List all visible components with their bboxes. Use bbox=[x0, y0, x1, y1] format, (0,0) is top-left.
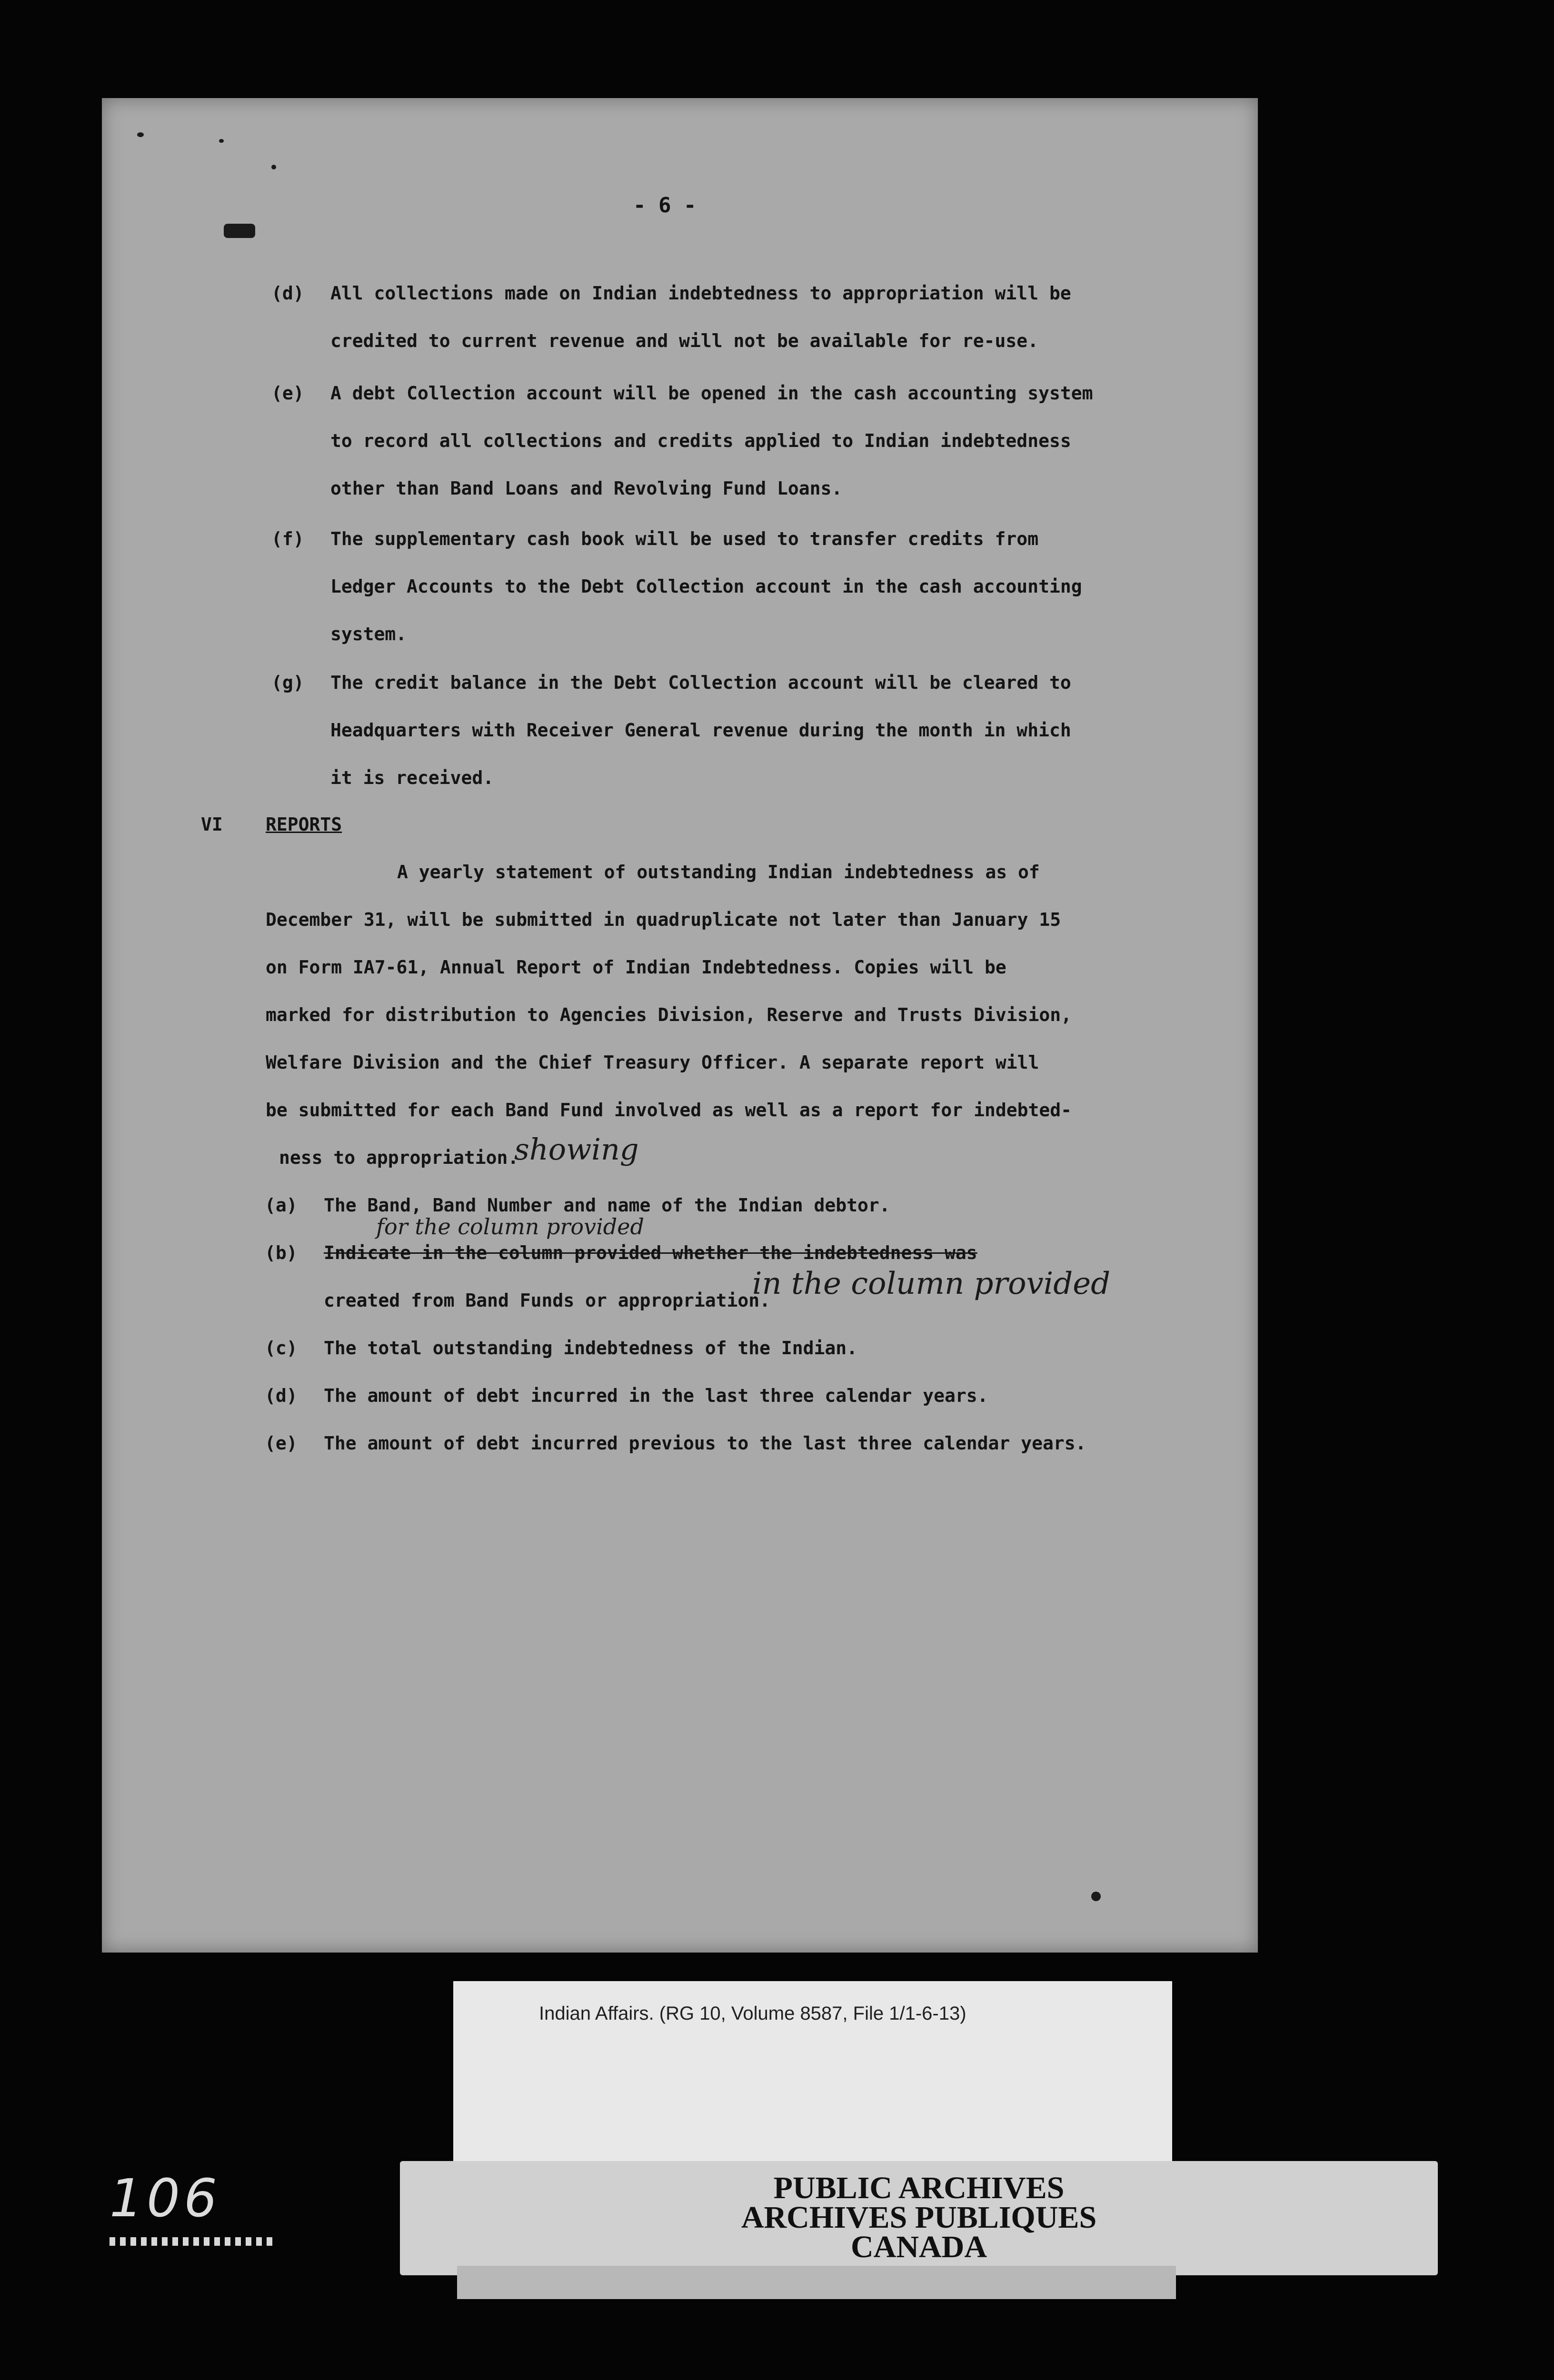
paragraph-line: be submitted for each Band Fund involved as well as a report for indebted- bbox=[266, 1100, 1072, 1121]
item-line: created from Band Funds or appropriation. bbox=[324, 1290, 770, 1311]
item-line: to record all collections and credits applied to Indian indebtedness bbox=[330, 430, 1071, 451]
item-line: Headquarters with Receiver General revenue during the month in which bbox=[330, 720, 1071, 741]
archive-reference: Indian Affairs. (RG 10, Volume 8587, File 1/1-6-13) bbox=[539, 2003, 966, 2024]
item-mark: (d) bbox=[271, 283, 304, 304]
scan-speck bbox=[271, 165, 276, 169]
paragraph-line: A yearly statement of outstanding Indian indebtedness as of bbox=[397, 862, 1040, 883]
scan-speck bbox=[1091, 1892, 1101, 1901]
item-line: it is received. bbox=[330, 767, 494, 788]
section-title: REPORTS bbox=[266, 814, 342, 835]
handwritten-annotation: showing bbox=[514, 1132, 639, 1167]
strip-underlay bbox=[457, 2266, 1176, 2299]
item-mark: (f) bbox=[271, 528, 304, 549]
item-line: credited to current revenue and will not be available for re-use. bbox=[330, 330, 1039, 351]
archives-line: ARCHIVES PUBLIQUES bbox=[741, 2200, 1097, 2235]
handwritten-annotation: in the column provided bbox=[752, 1266, 1111, 1301]
paragraph-line: ness to appropriation. bbox=[279, 1147, 519, 1168]
item-line: A debt Collection account will be opened in the cash accounting system bbox=[330, 383, 1093, 404]
page-number: - 6 - bbox=[633, 193, 697, 218]
paragraph-line: Welfare Division and the Chief Treasury Officer. A separate report will bbox=[266, 1052, 1039, 1073]
item-line: system. bbox=[330, 624, 407, 645]
item-line: Indicate in the column provided whether the indebtedness was bbox=[324, 1242, 977, 1263]
archives-strip bbox=[400, 2161, 1438, 2275]
archives-line: PUBLIC ARCHIVES bbox=[773, 2171, 1065, 2205]
item-mark: (e) bbox=[265, 1433, 298, 1454]
paragraph-line: on Form IA7-61, Annual Report of Indian Indebtedness. Copies will be bbox=[266, 957, 1006, 978]
item-mark: (a) bbox=[265, 1195, 298, 1216]
item-mark: (e) bbox=[271, 383, 304, 404]
scan-speck bbox=[224, 224, 255, 238]
item-line: The supplementary cash book will be used to transfer credits from bbox=[330, 528, 1039, 549]
paragraph-line: marked for distribution to Agencies Division, Reserve and Trusts Division, bbox=[266, 1004, 1072, 1025]
document-page bbox=[102, 98, 1258, 1953]
item-line: other than Band Loans and Revolving Fund Loans. bbox=[330, 478, 843, 499]
item-line: The total outstanding indebtedness of the Indian. bbox=[324, 1338, 858, 1359]
item-line: The Band, Band Number and name of the Indian debtor. bbox=[324, 1195, 890, 1216]
item-line: All collections made on Indian indebtedness to appropriation will be bbox=[330, 283, 1071, 304]
item-mark: (b) bbox=[265, 1242, 298, 1263]
handwritten-annotation: for the column provided bbox=[376, 1214, 644, 1240]
scan-speck bbox=[219, 139, 224, 143]
scan-speck bbox=[137, 132, 144, 137]
item-mark: (c) bbox=[265, 1338, 298, 1359]
item-line: Ledger Accounts to the Debt Collection account in the cash accounting bbox=[330, 576, 1082, 597]
archives-line: CANADA bbox=[851, 2230, 987, 2264]
item-mark: (g) bbox=[271, 672, 304, 693]
section-number: VI bbox=[201, 814, 223, 835]
item-line: The amount of debt incurred previous to the last three calendar years. bbox=[324, 1433, 1086, 1454]
item-line: The credit balance in the Debt Collection account will be cleared to bbox=[330, 672, 1071, 693]
paragraph-line: December 31, will be submitted in quadruplicate not later than January 15 bbox=[266, 909, 1061, 930]
item-line: The amount of debt incurred in the last three calendar years. bbox=[324, 1385, 988, 1406]
frame-number: 106 bbox=[110, 2168, 221, 2229]
item-mark: (d) bbox=[265, 1385, 298, 1406]
film-perforations bbox=[110, 2237, 276, 2246]
